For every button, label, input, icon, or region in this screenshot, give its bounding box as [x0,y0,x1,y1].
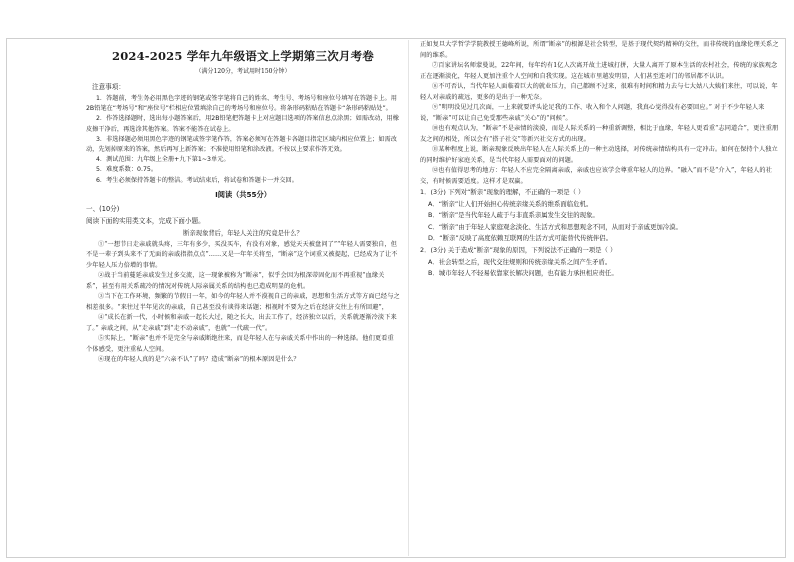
article-paragraph: ⑩也有观点认为，“断亲”不是亲情的淡漠，而是人际关系的一种重新调整，相比于血缘，年轻人更看重“志同道合”，更注重朋友之间的相处，所以会有“搭子社交”等新兴社交方式的出现。 [420,125,779,143]
exam-subtitle: （满分120分，考试用时150分钟） [195,68,291,75]
answer-option: A．社会转型之后，现代交往规则和传统亲缘关系之间产生矛盾。 [428,257,612,266]
article-paragraph: ⑦百家讲坛名师蒙曼说，22年间，每年约有1亿人次离开故土进城打拼，大量人离开了原本生活的农村社会，传统的家族观念正在逐渐淡化，年轻人更加注重个人空间和自我实现。这在城市里越发明显，人们甚至连对门的邻居都不认识。 [420,62,778,80]
note-item: 1．答题前，考生务必用黑色字迹的钢笔或签字笔将自己的姓名、考生号、考场号和座位号填写在答题卡上。用2B铅笔在“考场号”和“座位号”栏相应位置填涂自己的考场号和座位号。将条形码粘贴在答题卡“条形码粘贴处”。 [86,95,397,113]
question-stem: 1．(3分) 下列对“断亲”现象的理解，不正确的一项是（ ） [420,188,585,196]
article-paragraph: ⑨“明明没见过几次面，一上来就要评头论足我的工作、收入和个人问题，我真心觉得没有必要回应。” 对于不少年轻人来说，“断亲”可以让自己免受那些亲戚“关心”的“问候”。 [420,104,765,122]
article-paragraph: ⑥现在的年轻人真的是“六亲不认”了吗？造成“断亲”的根本原因是什么？ [98,356,300,364]
article-paragraph: ⑧不可否认，当代年轻人面临着巨大的就业压力，自己都顾不过来，很难有时间和精力去与七大姑八大姨们来往，可以说，年轻人对亲戚的疏远，更多的是出于一种无奈。 [420,83,778,101]
answer-option: A．“断亲”让人们开始担心传统亲缘关系的维系面临危机。 [428,199,593,208]
note-item: 5．难度系数：0.75。 [96,166,158,174]
article-paragraph: ②战于当前蔓延亲戚发生过多交流，这一现象被称为“断亲”，似乎会因为根深蒂固化而不再重视“血缘关系”，甚至有用关系疏冷的情况对传统人际亲属关系的结构也已造成明显的危机。 [86,272,385,290]
exam-title: 2024-2025 学年九年级语文上学期第三次月考卷 [112,49,374,63]
article-paragraph: ⑫也有值得思考的地方：年轻人不应完全隔离亲戚，亲戚也应该学会尊重年轻人的边界。“融入”而不是“介入”，年轻人的社交，有时候需要适度。这样才是双赢。 [420,167,772,185]
answer-option: D．“断亲”反映了高度依赖互联网的生活方式可能替代传统伴侣。 [428,234,613,243]
note-item: 6．考生必须保持答题卡的整洁。考试结束后，将试卷和答题卡一并交回。 [96,176,298,184]
right-column [420,40,780,280]
left-column [86,40,400,366]
article-paragraph: 正如复旦大学哲学学院教授王德峰所说，所谓“断亲”的根源是社会转型，是基于现代契约精神的交往，而非传统的血缘伦理关系之间的维系。 [420,41,779,59]
article-paragraph: ⑤实际上，“断亲”也并不是完全与亲戚断绝往来，而是年轻人在与亲戚关系中作出的一种选择。他们更看重个体感受，更注重私人空间。 [86,335,394,353]
answer-option: B．城市年轻人不轻易依靠家长解决问题，也有能力承担相应责任。 [428,269,618,278]
part-heading: 一、(10分) [86,204,120,213]
article-paragraph: ③当下在工作环境，频繁的节假日一年，如今的年轻人并不漠视自己的亲戚，思想和生活方式等方面已经与之相差很多。“来往过半年见次的亲戚，自己甚至没有谈得来话题；相视时不要为之后在经济交往上有所回避”， [86,293,400,311]
article-paragraph: ④“成长在新一代，小时候和亲戚一起长大过，随之长大，出去工作了，经济独立以后，关系就逐渐冷淡下来了。” 亲戚之间，从“走亲戚”到“走不动亲戚”，也就“一代疏一代”。 [86,314,397,332]
part-intro: 阅读下面的实用类文本，完成下面小题。 [86,216,205,225]
article-title: 断亲现象背后，年轻人关注的究竟是什么？ [183,229,303,237]
notes-heading: 注意事项： [92,83,125,91]
article-paragraph: ①“一想节日走亲戚就头疼，三年有多少，买没买车，有没有对象，感觉天天被盘问了”“年轻人需要独自，但不是一辈子到头来不了无面的亲戚指指点点”……又是一年年关将至，“断亲”这个词重又被提起，已经成为了让不少年轻人压力倍增的事情。 [86,240,398,269]
question-stem: 2．(3分) 关于造成“断亲”现象的原因，下列说法不正确的一项是（ ） [420,245,617,254]
note-item: 2．作答选择题时，选出每小题答案后，用2B铅笔把答题卡上对应题目选项的答案信息点涂黑；如需改动，用橡皮擦干净后，再选涂其他答案。答案不能答在试卷上。 [86,115,399,133]
answer-option: B．“断亲”是当代年轻人疏于与非直系亲属发生交往的现象。 [428,211,599,220]
section-title: Ⅰ阅读（共55分） [215,189,271,199]
article-paragraph: ⑪某种程度上说，断亲现象反映出年轻人在人际关系上的一种主动选择，对传统亲情结构具有一定冲击。如何在保持个人独立的同时维护好家庭关系，是当代年轻人需要面对的问题。 [420,146,778,164]
note-item: 4．测试范围：九年级上全册+九下第1~3单元。 [96,156,230,164]
note-item: 3．非选择题必须用黑色字迹的钢笔或签字笔作答，答案必须写在答题卡各题目指定区域内相应位置上；如需改动，先划掉原来的答案，然后再写上新答案；不准使用铅笔和涂改液。不按以上要求作答无效。 [86,135,397,154]
answer-option: C．“断亲”由于年轻人家庭观念淡化、生活方式和思想观念不同，从而对于亲戚更加冷漠。 [428,222,682,231]
column-divider [408,40,409,556]
